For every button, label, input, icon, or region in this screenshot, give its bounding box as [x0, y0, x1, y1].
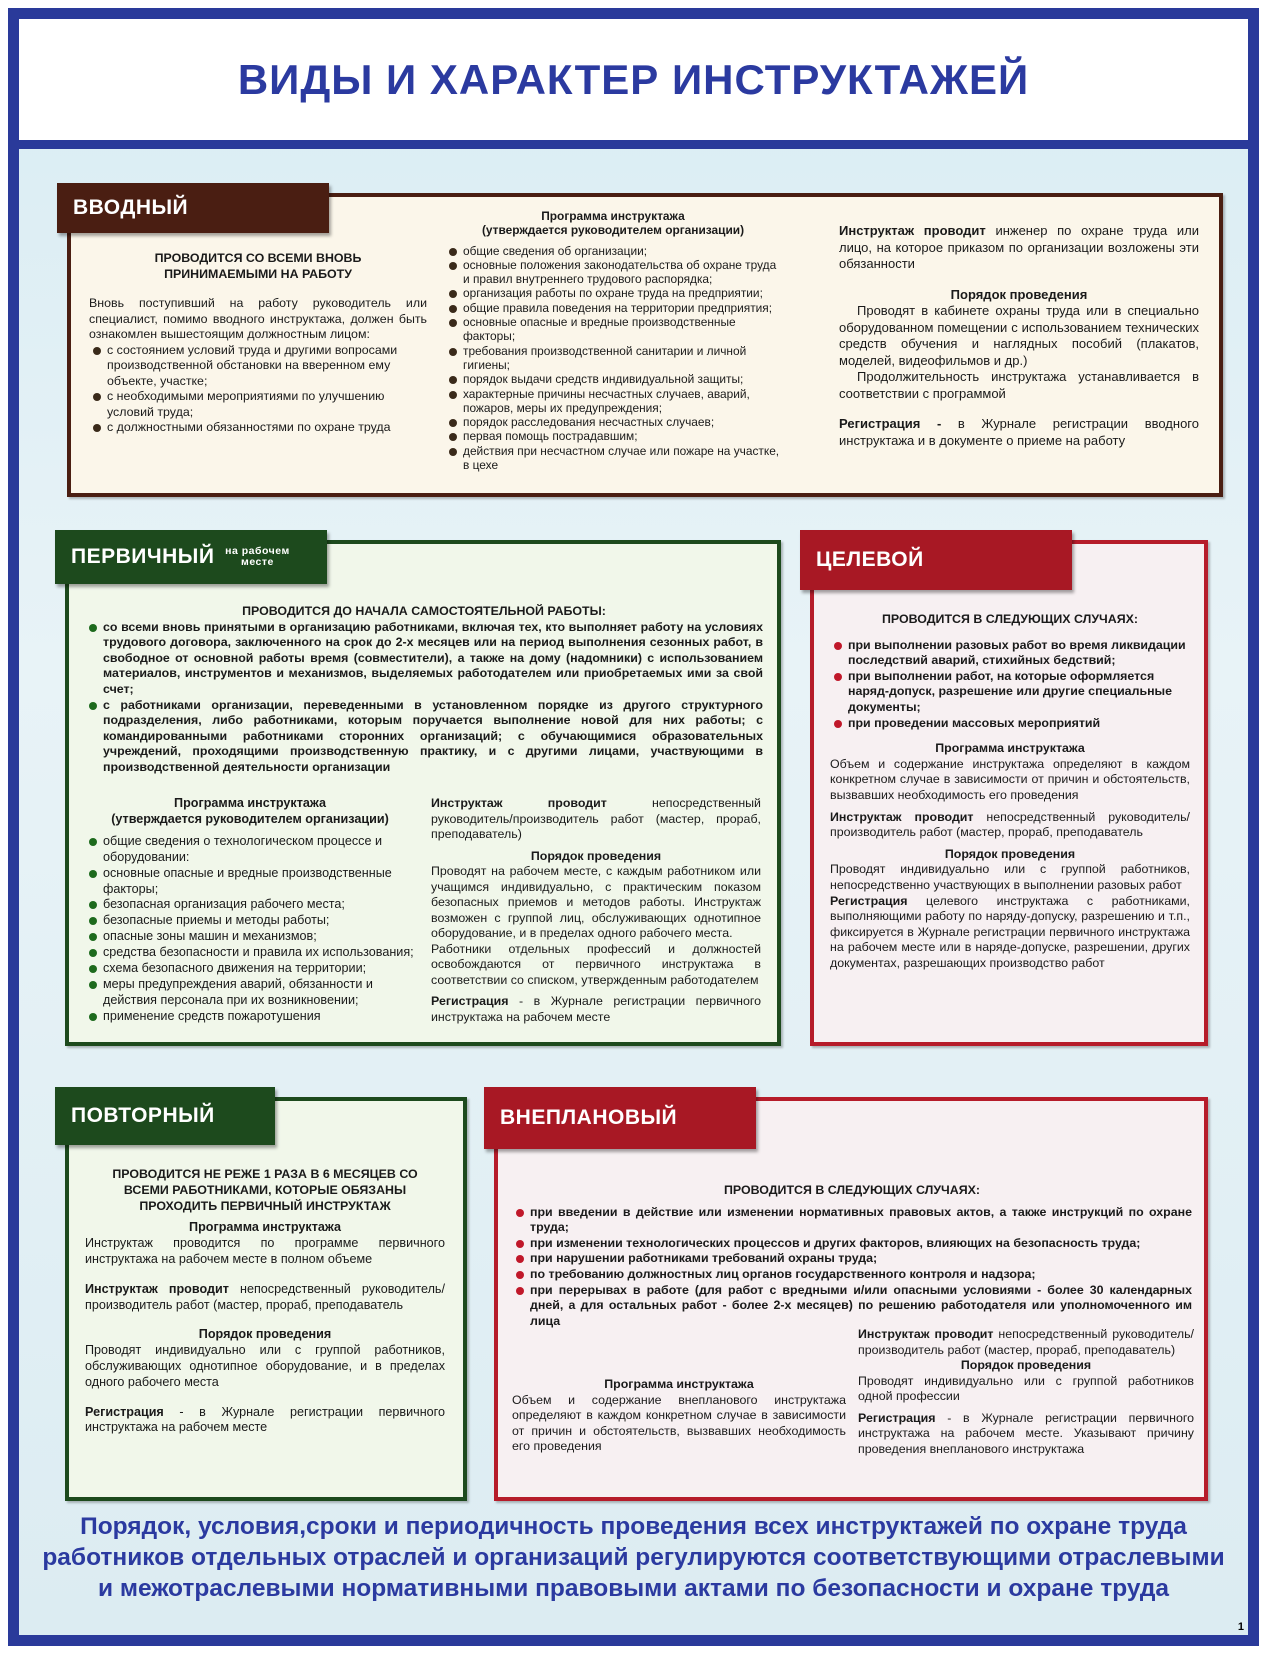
card-tselevoy	[810, 540, 1208, 1046]
list-item: опасные зоны машин и механизмов;	[85, 929, 415, 945]
list-item: порядок расследования несчастных случаев;	[445, 415, 781, 429]
vvodny-conducts-text: инженер по охране труда или лицо, на которое приказом по организации возложены эти обязанности	[839, 223, 1199, 271]
list-item: со всеми вновь принятыми в организацию работниками, включая тех, кто выполняет работу на условиях трудового договора, заключенного на срок до 2-х месяцев или на период выполнения сезонных работ, в свободное от основной работы время (совместители), а также на дому (надомники) с использованием материалов, инструментов и механизмов, выделяемых работодателем или приобретаемых ими за свой счет;	[85, 620, 763, 698]
vvodny-conducts-label: Инструктаж проводит	[839, 223, 986, 238]
list-item: с состоянием условий труда и другими вопросами производственной обстановки на вверенном ему объекте, участке;	[89, 343, 427, 390]
list-item: основные опасные и вредные производственные факторы;	[85, 866, 415, 898]
tselevoy-order-title: Порядок проведения	[944, 846, 1076, 861]
pervichny-reg-text: - в Журнале регистрации первичного инструктажа на рабочем месте	[431, 994, 761, 1024]
povtorny-reg-text: - в Журнале регистрации первичного инструктажа на рабочем месте	[85, 1404, 445, 1435]
page-title: ВИДЫ И ХАРАКТЕР ИНСТРУКТАЖЕЙ	[237, 55, 1030, 103]
vvodny-reg-label: Регистрация -	[839, 416, 942, 431]
list-item: средства безопасности и правила их использования;	[85, 945, 415, 961]
list-item: схема безопасного движения на территории;	[85, 961, 415, 977]
list-item: безопасная организация рабочего места;	[85, 897, 415, 913]
povtorny-conducts-text: непосредственный руководитель/производитель работ (мастер, прораб, преподаватель	[85, 1281, 445, 1312]
povtorny-conducts-label: Инструктаж проводит	[85, 1281, 229, 1296]
list-item: с работниками организации, переведенными в установленном порядке из другого структурного подразделения, либо работниками, которым поручается выполнение новой для них работы; с командированными работниками сторонних организаций; с обучающимися образовательных учреждений, проходящими производственную практику, и с другими лицами, участвующими в производственной деятельности организации	[85, 698, 763, 776]
tab-pervichny	[55, 530, 327, 584]
list-item: при проведении массовых мероприятий	[830, 716, 1190, 732]
list-item: при выполнении работ, на которые оформляется наряд-допуск, разрешение или другие специальные документы;	[830, 669, 1190, 716]
povtorny-heading: ПРОВОДИТСЯ НЕ РЕЖЕ 1 РАЗА В 6 МЕСЯЦЕВ СО ВСЕМИ РАБОТНИКАМИ, КОТОРЫЕ ОБЯЗАНЫ ПРОХОДИТЬ ПЕРВИЧНЫЙ ИНСТРУКТАЖ	[112, 1167, 418, 1213]
vneplanovy-reg-text: - в Журнале регистрации первичного инструктажа на рабочем месте. Указывают причину проведения внепланового инструктажа	[858, 1410, 1194, 1456]
pervichny-exempt-text: Работники отдельных профессий и должностей освобождаются от первичного инструктажа в соответствии со списком, утвержденным работодателем	[431, 941, 761, 987]
list-item: требования производственной санитарии и личной гигиены;	[445, 344, 781, 373]
list-item: порядок выдачи средств индивидуальной защиты;	[445, 372, 781, 386]
list-item: по требованию должностных лиц органов государственного контроля и надзора;	[512, 1267, 1192, 1283]
list-item: характерные причины несчастных случаев, аварий, пожаров, меры их предупреждения;	[445, 387, 781, 416]
vneplanovy-order-text: Проводят индивидуально или с группой работников одной профессии	[858, 1373, 1194, 1403]
pervichny-conducts-text: непосредственный руководитель/производитель работ (мастер, прораб, преподаватель)	[431, 796, 761, 841]
tselevoy-conducts-label: Инструктаж проводит	[830, 809, 974, 824]
vvodny-intro: Вновь поступивший на работу руководитель или специалист, помимо вводного инструктажа, должен быть ознакомлен вышестоящим должностным лицом:	[89, 296, 427, 341]
pervichny-order-text: Проводят на рабочем месте, с каждым работником или учащимся индивидуально, с практическим показом безопасных приемов и методов работы. Инструктаж возможен с группой лиц, обслуживающих однотипное оборудование, и в пределах одного рабочего места.	[431, 864, 761, 940]
povtorny-order-text: Проводят индивидуально или с группой работников, обслуживающих однотипное оборудование, и в пределах одного рабочего места	[85, 1343, 445, 1389]
list-item: при изменении технологических процессов и других факторов, влияющих на безопасность труда;	[512, 1236, 1192, 1252]
povtorny-order-title: Порядок проведения	[198, 1327, 332, 1342]
tab-povtorny: ПОВТОРНЫЙ	[55, 1087, 275, 1145]
list-item: меры предупреждения аварий, обязанности и действия персонала при их возникновении;	[85, 977, 415, 1009]
povtorny-program-text: Инструктаж проводится по программе первичного инструктажа на рабочем месте в полном объеме	[85, 1236, 445, 1266]
footer-note	[19, 1511, 1248, 1604]
tab-pervichny-label: ПЕРВИЧНЫЙ	[71, 545, 215, 569]
card-vneplanovy	[494, 1097, 1208, 1501]
vneplanovy-program-text: Объем и содержание внепланового инструктажа определяют в каждом конкретном случае в зависимости от причин и обстоятельств, вызвавших необходимость его проведения	[512, 1392, 846, 1453]
tab-vvodny: ВВОДНЫЙ	[57, 183, 329, 233]
tselevoy-program-text: Объем и содержание инструктажа определяют в каждом конкретном случае в зависимости от причин и обстоятельств, вызвавших необходимость его проведения	[830, 756, 1190, 802]
list-item: при введении в действие или изменении нормативных правовых актов, а также инструкций по охране труда;	[512, 1205, 1192, 1236]
footer-line: и межотраслевыми нормативными правовыми актами по безопасности и охране труда	[97, 1575, 1170, 1602]
list-item: первая помощь пострадавшим;	[445, 429, 781, 443]
list-item: общие сведения о технологическом процессе и оборудовании:	[85, 834, 415, 866]
list-item: организация работы по охране труда на предприятии;	[445, 286, 781, 300]
pervichny-order-title: Порядок проведения	[530, 848, 662, 863]
card-vvodny	[67, 193, 1223, 497]
vvodny-program-title: Программа инструктажа	[541, 209, 685, 223]
list-item: при перерывах в работе (для работ с вредными и/или опасными условиями - более 30 календарных дней, а для остальных работ - более 2-х месяцев) по решению работодателя или уполномоченного им лица	[512, 1283, 1192, 1330]
vvodny-duration-text: Продолжительность инструктажа устанавливается в соответствии с программой	[839, 369, 1199, 401]
list-item: действия при несчастном случае или пожаре на участке, в цехе	[445, 444, 781, 473]
povtorny-program-title: Программа инструктажа	[189, 1220, 341, 1235]
tab-vneplanovy: ВНЕПЛАНОВЫЙ	[484, 1087, 756, 1149]
vneplanovy-conducts-label: Инструктаж проводит	[858, 1327, 994, 1341]
vvodny-program-sub: (утверждается руководителем организации)	[481, 223, 745, 238]
tab-tselevoy: ЦЕЛЕВОЙ	[800, 530, 1072, 590]
list-item: с должностными обязанностями по охране труда	[89, 420, 427, 436]
tselevoy-reg-text: целевого инструктажа с работниками, выполняющими работу по наряду-допуску, разрешению и т.п., фиксируется в Журнале регистрации первичного инструктажа на рабочем месте или в наряде-допуске, разрешении, других документах, разрешающих производство работ	[830, 893, 1190, 970]
list-item: общие правила поведения на территории предприятия;	[445, 301, 781, 315]
vneplanovy-conducts-text: непосредственный руководитель/производитель работ (мастер, прораб, преподаватель)	[858, 1327, 1194, 1357]
list-item: с необходимыми мероприятиями по улучшению условий труда;	[89, 389, 427, 420]
vneplanovy-order-title: Порядок проведения	[960, 1358, 1092, 1372]
pervichny-heading: ПРОВОДИТСЯ ДО НАЧАЛА САМОСТОЯТЕЛЬНОЙ РАБОТЫ:	[242, 604, 606, 618]
pervichny-conducts-label: Инструктаж проводит	[431, 796, 607, 810]
vvodny-order-text: Проводят в кабинете охраны труда или в специально оборудованном помещении с использованием технических средств обучения и наглядных пособий (плакатов, моделей, видеофильмов и др.)	[839, 303, 1199, 368]
tselevoy-reg-label: Регистрация	[830, 893, 908, 908]
tselevoy-order-text: Проводят индивидуально или с группой работников, непосредственно участвующих в выполнении разовых работ	[830, 862, 1190, 892]
list-item: при выполнении разовых работ во время ликвидации последствий аварий, стихийных бедствий;	[830, 638, 1190, 669]
pervichny-reg-label: Регистрация	[431, 994, 509, 1008]
list-item: безопасные приемы и методы работы;	[85, 913, 415, 929]
pervichny-program-title: Программа инструктажа	[174, 796, 326, 810]
page-number: 1	[1237, 1621, 1244, 1633]
list-item: основные положения законодательства об охране труда и правил внутреннего трудового распорядка;	[445, 258, 781, 287]
card-pervichny	[65, 540, 781, 1046]
footer-line: работников отдельных отраслей и организаций регулируются соответствующими отраслевыми	[42, 1544, 1225, 1571]
list-item: основные опасные и вредные производственные факторы;	[445, 315, 781, 344]
pervichny-program-sub: (утверждается руководителем организации)	[111, 811, 389, 826]
list-item: применение средств пожаротушения	[85, 1009, 415, 1025]
list-item: общие сведения об организации;	[445, 244, 781, 258]
vvodny-reg-text: в Журнале регистрации вводного инструктажа и в документе о приеме на работу	[839, 416, 1199, 448]
tselevoy-heading: ПРОВОДИТСЯ В СЛЕДУЮЩИХ СЛУЧАЯХ:	[881, 612, 1139, 626]
vneplanovy-reg-label: Регистрация	[858, 1410, 936, 1425]
footer-line: Порядок, условия,сроки и периодичность проведения всех инструктажей по охране труда	[80, 1513, 1187, 1540]
vneplanovy-program-title: Программа инструктажа	[604, 1377, 754, 1391]
vvodny-heading: ПРОВОДИТСЯ СО ВСЕМИ ВНОВЬ ПРИНИМАЕМЫМИ НА РАБОТУ	[154, 251, 362, 281]
tab-pervichny-small: на рабочем месте	[225, 545, 290, 568]
tselevoy-conducts-text: непосредственный руководитель/производитель работ (мастер, прораб, преподаватель	[830, 809, 1190, 840]
vneplanovy-heading: ПРОВОДИТСЯ В СЛЕДУЮЩИХ СЛУЧАЯХ:	[723, 1183, 981, 1197]
poster-frame	[8, 8, 1259, 1646]
title-bar	[19, 19, 1248, 149]
tselevoy-program-title: Программа инструктажа	[935, 741, 1085, 756]
card-povtorny	[65, 1097, 467, 1501]
povtorny-reg-label: Регистрация	[85, 1404, 164, 1419]
vvodny-order-title: Порядок проведения	[950, 286, 1088, 302]
list-item: при нарушении работниками требований охраны труда;	[512, 1251, 1192, 1267]
